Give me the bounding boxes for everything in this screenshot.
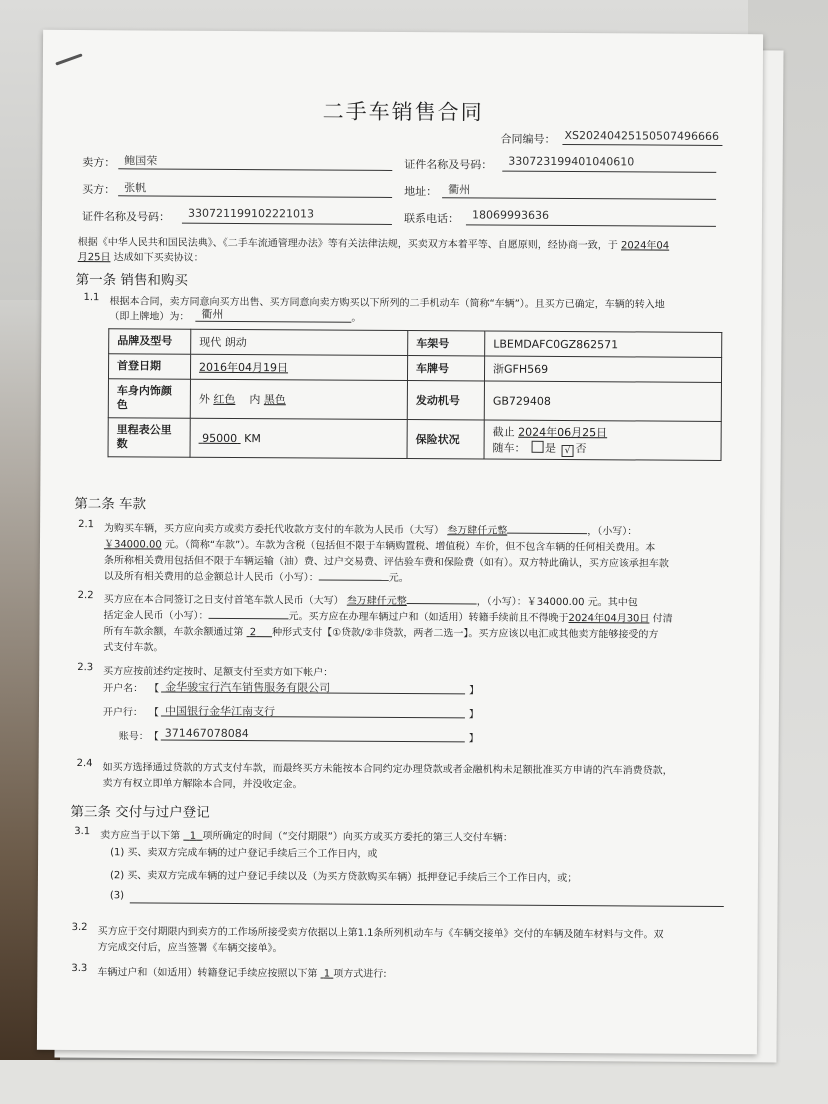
buyer-name: 张帆 [124, 181, 147, 195]
vin-value: LBEMDAFC0GZ862571 [485, 331, 722, 357]
staple-icon [55, 53, 82, 65]
page-title: 二手车销售合同 [322, 99, 484, 125]
account-no-label: 账号： [118, 731, 149, 743]
buyer-id-label: 证件名称及号码： [81, 210, 171, 224]
account-name: 金华骏宝行汽车销售服务有限公司 [165, 680, 331, 695]
buyer-address: 衢州 [448, 183, 471, 197]
background-bottom [0, 1060, 828, 1104]
account-name-label: 开户名： [103, 683, 144, 695]
option-2: (2) 买、卖双方完成车辆的过户登记手续以及（为买方贷款购买车辆）抵押登记手续后三个工作日内，或； [109, 870, 578, 885]
buyer-id-value: 330721199102221013 [187, 206, 315, 221]
vin-label: 车架号 [408, 331, 485, 356]
clause-2-1-line4: 以及所有相关费用的总金额总计人民币（小写）： 元。 [103, 571, 409, 585]
plate-label: 车牌号 [407, 356, 484, 381]
bank-name: 中国银行金华江南支行 [164, 704, 276, 719]
clause-2-1-line2: ￥34000.00 元。（简称“车款”）。车款为含税（包括但不限于车辆购置税、增值税）车价，但不包含车辆的任何相关费用。本 [103, 539, 656, 554]
buyer-label: 买方： [82, 183, 116, 197]
engine-label: 发动机号 [407, 381, 484, 420]
article-2-heading: 第二条 车款 [74, 496, 147, 513]
seller-label: 卖方： [82, 156, 116, 170]
clause-2-1-line1: 为购买车辆，买方应向卖方或卖方委托代收款方支付的车款为人民币（大写） 叁万肆仟元整 ，（小写）： [104, 523, 638, 538]
register-place: 衢州 [201, 307, 224, 321]
contract-page: 二手车销售合同 合同编号： XS20240425150507496666 卖方： 鲍国荣 证件名称及号码： 330723199401040610 买方： 张帆 地址： 衢州 证件名称及号码： 330721199102221013 联系电话： 18069993636 根据《中华人民共和国民法典》、《二手车流通管理办法》等有关法律法规，买卖双方本着平等、自愿原则，经协商一致，于 2024年04 月25日 达成如下买卖协议： 第一条 销售和购买 1.1 根据本合同，卖方同意向买方出售、买方同意向卖方购买以下所列的二手机动车（简称“车辆”）。且买方已确定，车辆的转入地 （即上牌地）为： 衢州 。 品牌及型号 现代 朗动 车架号 LBEMDAFC0GZ862571 首登日期 2016年04月19日 车牌号 浙GFH569 车身内饰颜色 外 红色 内 黑色 发动机号 GB729408 里程表公里数 95000 KM 保险状况 截止 2024年06月25日 随车： 是 √ 否 第二条 车款 2.1 为购买车辆，买方应向卖方或卖方委托代收款方支付的车款为人民币（大写） 叁万肆仟元整 ，（小写）： ￥34000.00 元。（简称“车款”）。车款为含税（包括但不限于车辆购置税、增值税）车价，但不包含车辆的任何相关费用。本 条所称相关费用包括但不限于车辆运输（油）费、过户交易费、评估验车费和保险费（如有）。双方特此确认，买方应该承担车款 以及所有相关费用的总金额总计人民币（小写）： 元。 2.2 买方应在本合同签订之日支付首笔车款人民币（大写） 叁万肆仟元整 ，（小写）：￥34000.00 元。其中包 括定金人民币（小写）： 元。买方应在办理车辆过户和（如适用）转籍手续前且不得晚于2024年04月30日 付清 所有车款余额，车款余额通过第 2 种形式支付【①贷款/②非贷款，两者二选一】。买方应该以电汇或其他卖方能够接受的方 式支付车款。 2.3 买方应按前述约定按时、足额支付至卖方如下帐户： 开户名： 【 金华骏宝行汽车销售服务有限公司 】 开户行： 【 中国银行金华江南支行 】 账号： 【 371467078084 】 2.4 如买方选择通过贷款的方式支付车款，而最终买方未能按本合同约定办理贷款或者金融机构未足额批准买方申请的汽车消费贷款， 卖方有权立即单方解除本合同，并没收定金。 第三条 交付与过户登记 3.1 卖方应当于以下第 1 项所确定的时间（“交付期限”）向买方或买方委托的第三人交付车辆： (1) 买、卖双方完成车辆的过户登记手续后三个工作日内，或 (2) 买、卖双方完成车辆的过户登记手续以及（为买方贷款购买车辆）抵押登记手续后三个工作日内，或； (3) 3.2 买方应于交付期限内到卖方的工作场所接受卖方依据以上第1.1条所列机动车与《车辆交接单》交付的车辆及随车材料与文件。双 方完成交付后，应当签署《车辆交接单》。 3.3 车辆过户和（如适用）转籍登记手续应按照以下第 1 项方式进行: [37, 30, 763, 1054]
account-no: 371467078084 [164, 726, 249, 741]
clause-3-1: 卖方应当于以下第 1 项所确定的时间（“交付期限”）向买方或买方委托的第三人交付车辆： [100, 830, 513, 844]
preamble-line1: 根据《中华人民共和国民法典》、《二手车流通管理办法》等有关法律法规，买卖双方本着平等、自愿原则，经协商一致，于 2024年04 [77, 237, 670, 252]
plate-value: 浙GFH569 [484, 356, 721, 382]
table-row [109, 329, 722, 358]
clause-2-2-line1: 买方应在本合同签订之日支付首笔车款人民币（大写） 叁万肆仟元整 ，（小写）：￥34000.00 元。其中包 [103, 594, 638, 609]
clause-2-2-line3: 所有车款余额，车款余额通过第 2 种形式支付【①贷款/②非贷款，两者二选一】。买方应该以电汇或其他卖方能够接受的方 [103, 626, 659, 641]
article-3-heading: 第三条 交付与过户登记 [70, 803, 210, 821]
seller-id-label: 证件名称及号码： [404, 158, 493, 172]
engine-value: GB729408 [484, 381, 721, 421]
contract-no-value: XS20240425150507496666 [564, 128, 720, 143]
brand-value: 现代 朗动 [191, 329, 408, 355]
seller-name: 鲍国荣 [124, 154, 158, 168]
clause-2-2-line2: 括定金人民币（小写）： 元。买方应在办理车辆过户和（如适用）转籍手续前且不得晚于2024年04月30日 付清 [103, 610, 673, 625]
insurance-label: 保险状况 [407, 420, 484, 459]
option-1: (1) 买、卖双方完成车辆的过户登记手续后三个工作日内，或 [110, 847, 378, 860]
clause-1-1-no: 1.1 [83, 292, 100, 304]
checkbox-yes[interactable] [531, 440, 543, 452]
clause-3-3: 车辆过户和（如适用）转籍登记手续应按照以下第 1 项方式进行: [97, 967, 387, 980]
buyer-address-label: 地址： [404, 185, 438, 199]
preamble-line2: 月25日 达成如下买卖协议： [77, 252, 204, 264]
contract-no-label: 合同编号： [500, 132, 556, 146]
mileage-value: 95000 KM [190, 418, 407, 458]
mileage-label: 里程表公里数 [108, 418, 190, 458]
color-value: 外 红色 内 黑色 [190, 379, 407, 419]
checkbox-no[interactable]: √ [562, 444, 574, 456]
insurance-value: 截止 2024年06月25日 随车： 是 √ 否 [484, 420, 721, 460]
bank-label: 开户行： [102, 707, 143, 719]
brand-label: 品牌及型号 [109, 329, 191, 355]
buyer-phone: 18069993636 [471, 208, 550, 222]
color-label: 车身内饰颜色 [108, 379, 190, 419]
table-row [108, 354, 721, 383]
table-row [108, 379, 721, 422]
seller-id-value: 330723199401040610 [508, 154, 635, 169]
reg-date-label: 首登日期 [108, 354, 190, 380]
table-row [108, 418, 721, 461]
buyer-phone-label: 联系电话： [403, 212, 460, 226]
article-1-heading: 第一条 销售和购买 [75, 272, 188, 289]
clause-1-1-line1: 根据本合同，卖方同意向买方出售、买方同意向卖方购买以下所列的二手机动车（简称“车辆”）。且买方已确定，车辆的转入地 [109, 296, 665, 311]
option-3: (3) [109, 890, 125, 902]
clause-1-1-line2: （即上牌地）为： [109, 311, 190, 323]
reg-date-value: 2016年04月19日 [190, 354, 407, 380]
vehicle-info-table [108, 328, 723, 461]
